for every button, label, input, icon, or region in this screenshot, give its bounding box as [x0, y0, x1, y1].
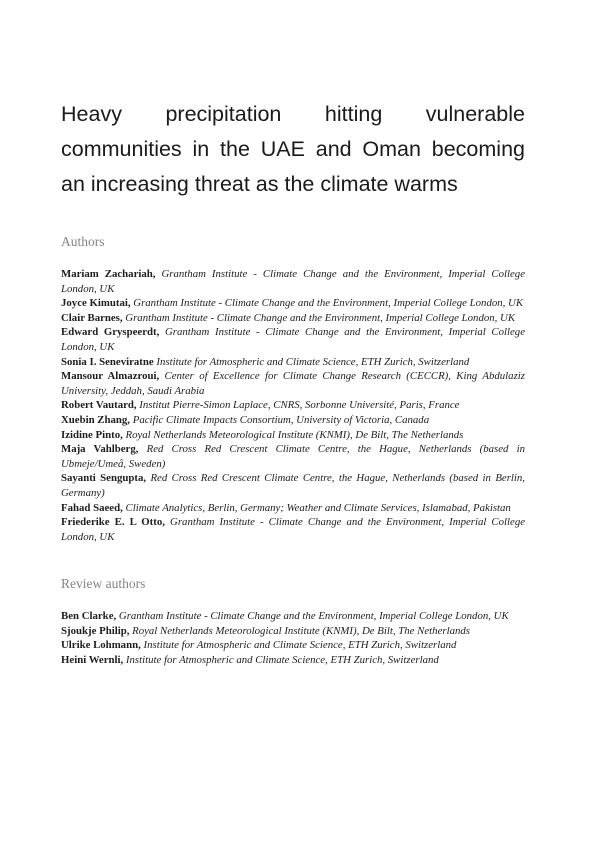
author-entry [61, 369, 525, 398]
author-entry [61, 428, 525, 443]
author-affiliation: Grantham Institute - Climate Change and the Environment, Imperial College London, UK [61, 268, 525, 295]
review-author-entry [61, 609, 525, 624]
author-entry [61, 398, 525, 413]
author-entry [61, 355, 525, 370]
author-entry [61, 267, 525, 296]
author-name: Robert Vautard, [61, 399, 137, 412]
author-affiliation: Grantham Institute - Climate Change and the Environment, Imperial College London, UK [61, 326, 525, 353]
review-author-entry [61, 653, 525, 668]
review-authors-heading: Review authors [61, 576, 146, 592]
author-affiliation: Institute for Atmospheric and Climate Science, ETH Zurich, Switzerland [143, 639, 457, 652]
author-name: Clair Barnes, [61, 311, 123, 324]
author-name: Sjoukje Philip, [61, 624, 130, 637]
author-affiliation: Institut Pierre-Simon Laplace, CNRS, Sorbonne Université, Paris, France [139, 399, 460, 412]
author-name: Fahad Saeed, [61, 501, 123, 514]
review-authors-list [61, 609, 525, 667]
author-name: Sayanti Sengupta, [61, 472, 147, 485]
review-author-entry [61, 638, 525, 653]
author-affiliation: Red Cross Red Crescent Climate Centre, the Hague, Netherlands (based in Berlin, Germany) [61, 472, 526, 499]
author-name: Heini Wernli, [61, 654, 124, 667]
author-name: Maja Vahlberg, [61, 443, 139, 456]
author-entry [61, 471, 525, 500]
author-affiliation: Climate Analytics, Berlin, Germany; Weather and Climate Services, Islamabad, Pakistan [125, 501, 511, 514]
author-entry [61, 296, 525, 311]
author-affiliation: Grantham Institute - Climate Change and the Environment, Imperial College London, UK [61, 516, 526, 543]
author-name: Ben Clarke, [61, 610, 117, 623]
author-name: Ulrike Lohmann, [61, 639, 141, 652]
author-entry [61, 413, 525, 428]
author-name: Sonia I. Seneviratne [61, 355, 154, 368]
author-affiliation: Grantham Institute - Climate Change and the Environment, Imperial College London, UK [118, 610, 509, 623]
author-affiliation: Institute for Atmospheric and Climate Science, ETH Zurich, Switzerland [156, 355, 470, 368]
author-entry [61, 311, 525, 326]
author-name: Mansour Almazroui, [61, 370, 160, 383]
paper-title: Heavy precipitation hitting vulnerable communities in the UAE and Oman becoming an increasing threat as the climate warms [61, 102, 525, 196]
author-affiliation: Grantham Institute - Climate Change and the Environment, Imperial College London, UK [125, 311, 516, 324]
authors-list [61, 267, 525, 544]
author-name: Joyce Kimutai, [61, 297, 131, 310]
author-entry [61, 325, 525, 354]
author-affiliation: Grantham Institute - Climate Change and the Environment, Imperial College London, UK [133, 297, 524, 310]
author-name: Xuebin Zhang, [61, 413, 131, 426]
author-name: Friederike E. L Otto, [61, 516, 165, 529]
author-name: Mariam Zachariah, [61, 268, 156, 280]
author-name: Izidine Pinto, [61, 428, 123, 441]
author-affiliation: Center of Excellence for Climate Change Research (CECCR), King Abdulaziz University, Jeddah, Saudi Arabia [61, 370, 525, 397]
author-entry [61, 515, 525, 544]
author-entry [61, 501, 525, 516]
author-name: Edward Gryspeerdt, [61, 326, 160, 339]
author-affiliation: Institute for Atmospheric and Climate Science, ETH Zurich, Switzerland [125, 654, 439, 667]
author-affiliation: Red Cross Red Crescent Climate Centre, the Hague, Netherlands (based in Ubmeje/Umeå, Sweden) [61, 443, 525, 470]
author-affiliation: Royal Netherlands Meteorological Institute (KNMI), De Bilt, The Netherlands [132, 624, 470, 637]
author-affiliation: Royal Netherlands Meteorological Institute (KNMI), De Bilt, The Netherlands [125, 428, 464, 441]
author-affiliation: Pacific Climate Impacts Consortium, University of Victoria, Canada [132, 413, 430, 426]
author-entry [61, 442, 525, 471]
authors-heading: Authors [61, 234, 105, 249]
page-content [61, 0, 525, 668]
review-author-entry [61, 624, 525, 639]
